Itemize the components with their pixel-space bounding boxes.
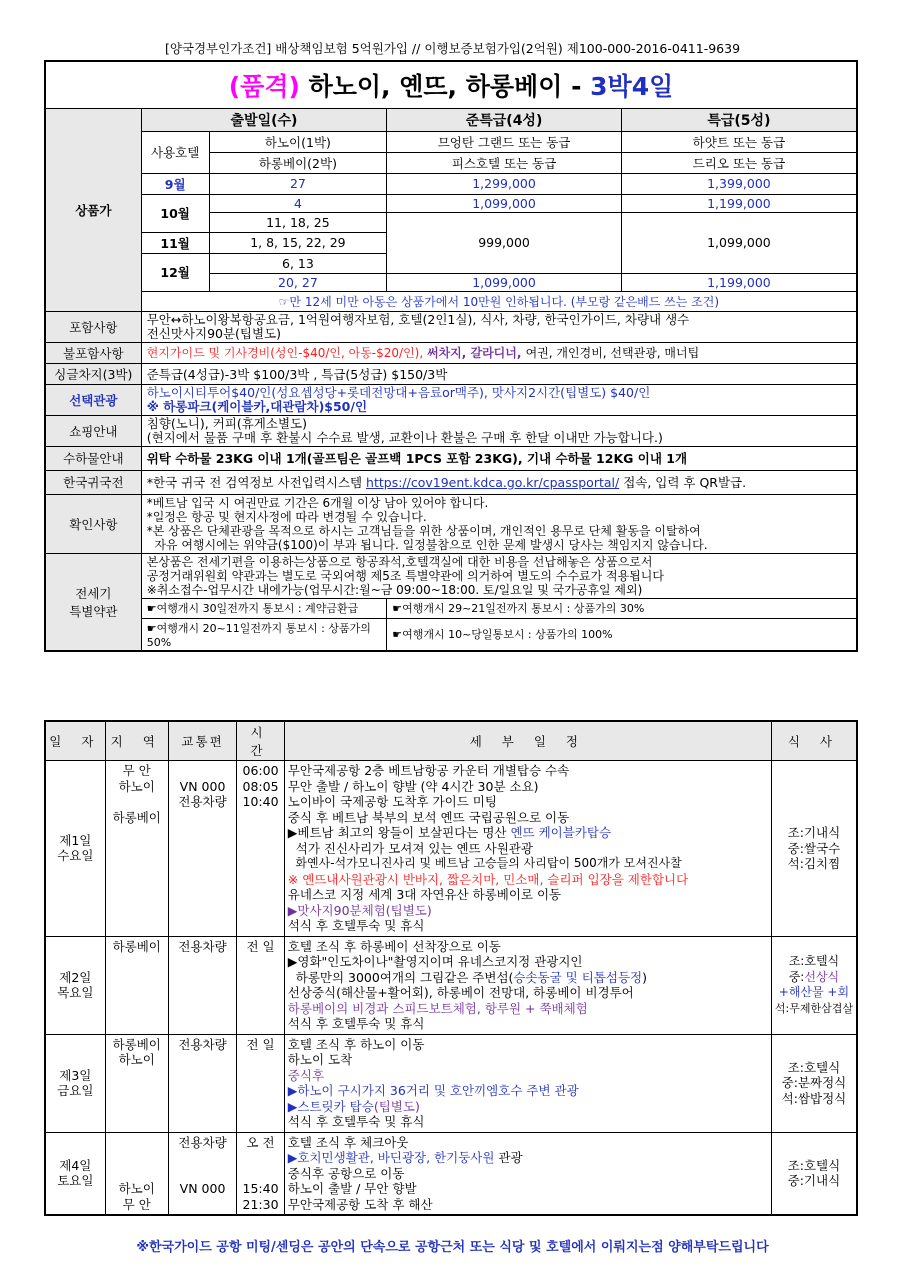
schedule-line: 유네스코 지정 세계 3대 자연유산 하롱베이로 이동 [287, 887, 562, 902]
old-quarter-highlight: ▶하노이 구시가지 36거리 및 호안끼엠호수 주변 관광 [287, 1083, 579, 1098]
day1-schedule [284, 761, 771, 937]
schedule-line: 무안 출발 / 하노이 향발 (약 4시간 30분 소요) [287, 778, 539, 794]
day1-transport [168, 761, 237, 937]
date-sep: 27 [209, 173, 387, 194]
airport-meeting-note: ※한국가이드 공항 미팅/센딩은 공안의 단속으로 공항근처 또는 식당 및 호텔에서 이뤄지는점 양해부탁드립니다 [136, 1240, 769, 1255]
return-label: 한국귀국전 [45, 470, 141, 494]
day-weekday: 수요일 [57, 848, 94, 864]
day4-transport [168, 1132, 237, 1215]
dress-code-warning: ※ 옌뜨내사원관광시 반바지, 짧은치마, 민소매, 슬리퍼 입장을 제한합니다 [287, 871, 689, 887]
schedule-line: 호텔 조식 후 체크아웃 [287, 1134, 409, 1150]
confirm-text [141, 494, 857, 553]
schedule-line: 호텔 조식 후 하노이 이동 [287, 1036, 425, 1052]
excluded-guide-fee: 현지가이드 및 기사경비(성인-$40/인, 아동-$20/인), [146, 346, 427, 360]
shopping-label: 쇼핑안내 [45, 415, 141, 446]
region: 하노이 [118, 1052, 155, 1067]
day1-time [237, 761, 285, 937]
meal-prefix: 중: [788, 969, 805, 984]
cancel-rule: ☛여행개시 10~당일통보시 : 상품가의 100% [387, 618, 857, 651]
day2-date [45, 936, 105, 1034]
day2-time: 전 일 [237, 936, 285, 1034]
day4-time [237, 1132, 285, 1215]
time: 오 전 [246, 1134, 275, 1150]
transport: VN 000 [179, 1181, 226, 1196]
price-dec-deluxe: 1,199,000 [621, 273, 857, 291]
terms-line: 공정거래위원회 약관과는 별도로 국외여행 제5조 특별약관에 의거하여 별도의 수수료가 적용됩니다 [146, 568, 664, 583]
schedule-line: 석식 후 호텔투숙 및 휴식 [287, 918, 425, 933]
price-oct-semi: 1,099,000 [387, 194, 622, 212]
confirm-line: *베트남 입국 시 여권만료 기간은 6개월 이상 남아 있어야 합니다. [146, 495, 489, 510]
region: 하노이 [118, 1181, 155, 1196]
massage-highlight: ▶맛사지90분체험(팁별도) [287, 902, 432, 918]
terms-label [45, 553, 141, 651]
month-nov: 11월 [141, 232, 209, 253]
schedule-line: 석가 진신사리가 모셔져 있는 옌뜨 사원관광 [287, 840, 533, 856]
terms-label-line: 전세기 [75, 585, 112, 601]
time: 10:40 [242, 794, 279, 809]
header-region: 지 역 [105, 721, 168, 761]
month-oct: 10월 [141, 194, 209, 232]
day3-transport: 전용차량 [168, 1034, 237, 1132]
month-sep: 9월 [141, 173, 209, 194]
region: 하롱베이 [112, 809, 161, 825]
date-oct-2: 11, 18, 25 [209, 212, 387, 232]
meal: 석:무제한삼겹살 [774, 1001, 853, 1015]
island-highlight: 승솟동굴 및 티톱섬등정 [513, 969, 643, 985]
hotel-deluxe: 하얏트 또는 동급 [621, 131, 857, 152]
optional-line: ※ 하롱파크(케이블카,대관람차)$50/인 [146, 398, 368, 414]
schedule-line [288, 1150, 768, 1166]
shopping-text [141, 415, 857, 446]
shopping-line: (현지에서 물품 구매 후 환불시 수수료 발생, 교환이나 환불은 구매 후 한달 이내만 가능합니다.) [146, 429, 663, 445]
schedule-line: 선상중식(해산물+활어회), 하롱베이 전망대, 하롱베이 비경투어 [287, 985, 634, 1000]
product-info-table [44, 60, 858, 652]
terms-line: 본상품은 전세기편을 이용하는상품으로 항공좌석,호텔객실에 대한 비용을 선납해놓은 상품으로서 [146, 554, 653, 569]
price-mid-semi: 999,000 [387, 212, 622, 273]
day4-row [45, 1132, 857, 1215]
street-car-highlight: ▶스트릿카 탑승 [287, 1098, 374, 1114]
transport: 전용차량 [178, 794, 227, 809]
schedule-line: 중식후 [287, 1067, 325, 1083]
header-transport: 교통편 [168, 721, 237, 761]
cable-car-highlight: 옌뜨 케이블카탑승 [510, 825, 612, 840]
day2-meals [771, 936, 857, 1034]
included-line: 전신맛사지90분(팁별도) [146, 325, 282, 341]
meal: 조:기내식 [787, 825, 841, 840]
hotel-place: 하노이(1박) [209, 131, 387, 152]
schedule-line: 하노이 도착 [287, 1052, 353, 1067]
transport: 전용차량 [178, 1134, 227, 1150]
included-line: 무안↔하노이왕복항공요금, 1억원여행자보험, 호텔(2인1실), 식사, 차량, 한국인가이드, 차량내 생수 [146, 311, 690, 327]
single-charge-label: 싱글차지(3박) [45, 363, 141, 384]
day-weekday: 토요일 [57, 1173, 94, 1189]
schedule-line [288, 825, 768, 841]
excluded-surcharge: 써차지, 갈라디너, [426, 346, 526, 360]
day2-region: 하롱베이 [105, 936, 168, 1034]
price-sep-semi: 1,299,000 [387, 173, 622, 194]
confirm-line: 자유 여행시에는 위약금($100)이 부과 됩니다. 일정불참으로 인한 문제 발생시 당사는 책임지지 않습니다. [146, 537, 708, 552]
optional-line: 하노이시티투어$40/인(성요셉성당+롯데전망대+음료or맥주), 맛사지2시간(팁별도) $40/인 [146, 384, 651, 400]
cancel-rule: ☛여행개시 30일전까지 통보시 : 계약금환급 [141, 598, 387, 618]
tip-note: (팁별도) [373, 1098, 420, 1114]
quarantine-link[interactable]: https://cov19ent.kdca.go.kr/cpassportal/ [366, 475, 620, 490]
time: 06:00 [242, 763, 279, 778]
date-oct-1: 4 [209, 194, 387, 212]
header-date: 일 자 [45, 721, 105, 761]
hotel-place: 하롱베이(2박) [209, 152, 387, 173]
day1-region [105, 761, 168, 937]
schedule-line: 중식 후 베트남 북부의 보석 옌뜨 국립공원으로 이동 [287, 809, 570, 825]
excluded-text [141, 342, 857, 363]
meal: 조:호텔식 [788, 954, 840, 968]
confirm-line: *본 상품은 단체관광을 목적으로 하시는 고객님들을 위한 상품이며, 개인적인 용무로 단체 활동을 이탈하여 [146, 523, 701, 538]
transport: VN 000 [179, 778, 226, 794]
meal: 중:쌀국수 [787, 840, 841, 856]
meal: 석:쌈밥정식 [781, 1090, 847, 1106]
day4-meals [771, 1132, 857, 1215]
itinerary-table [44, 720, 858, 1216]
time: 21:30 [242, 1196, 279, 1212]
price-oct-deluxe: 1,199,000 [621, 194, 857, 212]
included-text [141, 311, 857, 342]
meal: 중:분짜정식 [781, 1075, 847, 1091]
optional-tour-label: 선택관광 [45, 384, 141, 415]
schedule-line: 무안국제공항 도착 후 해산 [287, 1196, 433, 1212]
region: 무 안 [122, 1196, 151, 1212]
excluded-label: 불포함사항 [45, 342, 141, 363]
day1-date [45, 761, 105, 937]
schedule-text: 하롱만의 3000여개의 그림같은 주변섬( [287, 969, 514, 985]
day3-region [105, 1034, 168, 1132]
date-nov: 1, 8, 15, 22, 29 [209, 232, 387, 253]
title-prefix: (품격) [228, 71, 300, 101]
return-text [141, 470, 857, 494]
day3-schedule [284, 1034, 771, 1132]
day2-transport: 전용차량 [168, 936, 237, 1034]
title-main: 하노이, 옌뜨, 하롱베이 - [299, 71, 591, 101]
speedboat-highlight: 하롱베이의 비경과 스피드보트체험, 항루원 + 쭉배체험 [287, 1000, 588, 1016]
child-discount-note: ☞만 12세 미만 아동은 상품가에서 10만원 인하됩니다. (부모랑 같은배드 쓰는 조건) [141, 291, 857, 311]
schedule-line: 호텔 조식 후 하롱베이 선착장으로 이동 [287, 938, 501, 954]
shopping-line: 침향(노니), 커피(휴게소별도) [146, 415, 307, 431]
time: 08:05 [242, 778, 279, 794]
day2-row [45, 936, 857, 1034]
day-number: 제2일 [59, 969, 92, 985]
day4-region [105, 1132, 168, 1215]
meal [775, 970, 853, 986]
optional-tour-text [141, 384, 857, 415]
included-label: 포함사항 [45, 311, 141, 342]
month-dec: 12월 [141, 253, 209, 291]
hotel-semi: 피스호텔 또는 동급 [387, 152, 622, 173]
header-meals: 식 사 [771, 721, 857, 761]
baggage-label: 수하물안내 [45, 446, 141, 470]
header-line: [양국경부인가조건] 배상책임보험 5억원가입 // 이행보증보험가입(2억원) 제100-000-2016-0411-9639 [164, 41, 741, 56]
hotel-label: 사용호텔 [141, 131, 209, 173]
excluded-rest: 여권, 개인경비, 선택관광, 매너팁 [525, 346, 700, 360]
day3-date [45, 1034, 105, 1132]
day4-date [45, 1132, 105, 1215]
meal: 석:김치찜 [787, 856, 841, 871]
schedule-line: 화옌사-석가모니진사리 및 베트남 고승들의 사리탑이 500개가 모셔진사찰 [287, 856, 682, 870]
terms-label-line: 특별약관 [69, 603, 118, 619]
time: 15:40 [242, 1181, 279, 1196]
schedule-line: ▶영화"인도차이나"촬영지이며 유네스코지정 관광지인 [287, 954, 583, 969]
return-pre: *한국 귀국 전 검역정보 사전입력시스템 [146, 475, 367, 490]
title-duration: 3박4일 [590, 71, 674, 101]
schedule-line: 노이바이 국제공항 도착후 가이드 미팅 [287, 794, 497, 809]
day3-time: 전 일 [237, 1034, 285, 1132]
day3-meals [771, 1034, 857, 1132]
day-weekday: 목요일 [57, 985, 94, 1000]
day-weekday: 금요일 [57, 1083, 94, 1098]
meal-highlight: 선상식 [804, 969, 840, 984]
hotel-deluxe: 드리오 또는 동급 [621, 152, 857, 173]
price-mid-deluxe: 1,099,000 [621, 212, 857, 273]
meal: 조:호텔식 [787, 1059, 841, 1075]
header-time: 시 간 [237, 721, 285, 761]
day-number: 제3일 [59, 1067, 92, 1083]
day-number: 제1일 [59, 832, 92, 848]
region: 하노이 [118, 778, 155, 794]
sightseeing-highlight: ▶호치민생활관, 바딘광장, 한기둥사원 [287, 1150, 495, 1165]
terms-line: ※취소접수-업무시간 내에가능(업무시간:월~금 09:00~18:00. 토/일요일 및 국가공휴일 제외) [146, 582, 643, 597]
date-dec-2: 20, 27 [209, 273, 387, 291]
schedule-line [288, 970, 768, 986]
day1-meals [771, 761, 857, 937]
price-dec-semi: 1,099,000 [387, 273, 622, 291]
meal: +해산물 +회 [778, 985, 850, 999]
schedule-line: 석식 후 호텔투숙 및 휴식 [287, 1114, 425, 1129]
schedule-line: 석식 후 호텔투숙 및 휴식 [287, 1016, 425, 1031]
day2-schedule [284, 936, 771, 1034]
meal: 중:기내식 [787, 1173, 841, 1189]
meal: 조:호텔식 [787, 1157, 841, 1173]
schedule-text: ) [642, 969, 647, 985]
region: 무 안 [122, 763, 151, 778]
price-section-label: 상품가 [45, 108, 141, 311]
single-charge-text: 준특급(4성급)-3박 $100/3박 , 특급(5성급) $150/3박 [141, 363, 857, 384]
region: 하롱베이 [112, 1036, 161, 1052]
schedule-line [288, 1099, 768, 1115]
col-semi-deluxe: 준특급(4성) [387, 108, 622, 131]
col-departure: 출발일(수) [141, 108, 387, 131]
date-dec-1: 6, 13 [209, 253, 387, 273]
day-number: 제4일 [59, 1157, 92, 1173]
price-sep-deluxe: 1,399,000 [621, 173, 857, 194]
col-deluxe: 특급(5성) [621, 108, 857, 131]
return-post: 접속, 입력 후 QR발급. [619, 475, 747, 490]
header-schedule: 세 부 일 정 [284, 721, 771, 761]
baggage-text: 위탁 수하물 23KG 이내 1개(골프팀은 골프백 1PCS 포함 23KG), 기내 수하물 12KG 이내 1개 [141, 446, 857, 470]
cancel-rule: ☛여행개시 29~21일전까지 통보시 : 상품가의 30% [387, 598, 857, 618]
day3-row [45, 1034, 857, 1132]
schedule-text: 관광 [494, 1150, 523, 1165]
terms-text [141, 553, 857, 598]
confirm-line: *일정은 항공 및 현지사정에 따라 변경될 수 있습니다. [146, 509, 427, 524]
schedule-line: 무안국제공항 2층 베트남항공 카운터 개별탑승 수속 [287, 763, 570, 778]
page-title [45, 61, 857, 108]
day1-row [45, 761, 857, 937]
day4-schedule [284, 1132, 771, 1215]
schedule-text: ▶베트남 최고의 왕들이 보살핀다는 명산 [287, 825, 511, 840]
confirm-label: 확인사항 [45, 494, 141, 553]
schedule-line: 하노이 출발 / 무안 향발 [287, 1181, 417, 1196]
hotel-semi: 므엉탄 그랜드 또는 동급 [387, 131, 622, 152]
schedule-line: 중식후 공항으로 이동 [287, 1165, 405, 1181]
cancel-rule: ☛여행개시 20~11일전까지 통보시 : 상품가의 50% [141, 618, 387, 651]
